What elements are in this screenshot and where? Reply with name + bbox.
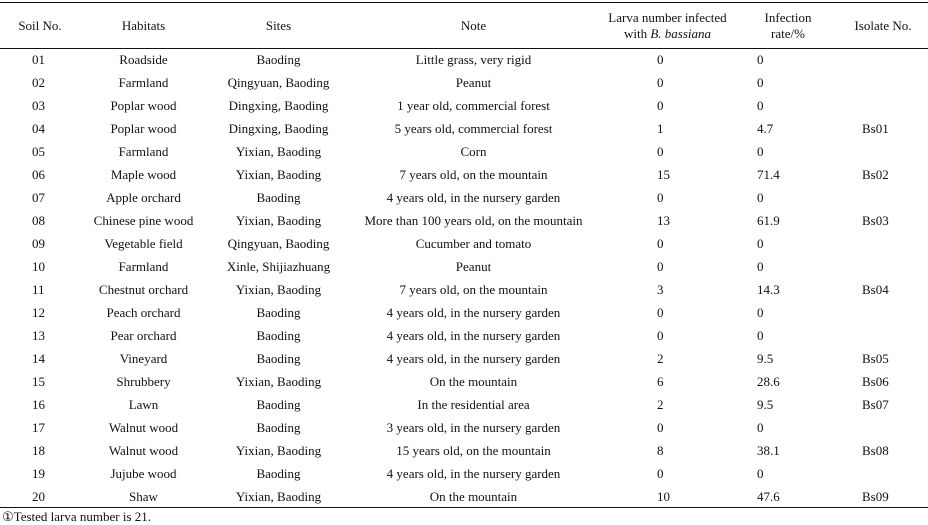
cell-soil-no: 07 (32, 190, 45, 205)
table-row (0, 94, 928, 117)
cell-habitat: Shrubbery (116, 374, 171, 389)
header-sites: Sites (265, 17, 292, 33)
cell-isolate-no: Bs06 (862, 374, 889, 389)
cell-note: Cucumber and tomato (415, 236, 532, 251)
cell-site: Yixian, Baoding (235, 167, 322, 182)
cell-site: Yixian, Baoding (235, 213, 322, 228)
cell-isolate-no: Bs07 (862, 397, 889, 412)
cell-larva-number: 3 (657, 282, 664, 297)
cell-site: Yixian, Baoding (235, 374, 322, 389)
cell-isolate-no (838, 416, 928, 439)
cell-note: 15 years old, on the mountain (396, 443, 551, 458)
table-body (0, 48, 928, 508)
table-row (0, 209, 928, 232)
cell-isolate-no (838, 324, 928, 347)
cell-habitat: Shaw (129, 489, 158, 504)
cell-soil-no: 13 (32, 328, 45, 343)
cell-infection-rate: 71.4 (757, 167, 780, 182)
cell-infection-rate: 47.6 (757, 489, 780, 504)
cell-note: 4 years old, in the nursery garden (386, 328, 561, 343)
table-footnote: ①Tested larva number is 21. (2, 509, 152, 524)
header-larva-number (597, 3, 738, 48)
cell-habitat: Maple wood (110, 167, 177, 182)
cell-isolate-no (838, 232, 928, 255)
cell-larva-number: 0 (657, 52, 664, 67)
cell-isolate-no: Bs02 (862, 167, 889, 182)
cell-soil-no: 01 (32, 52, 45, 67)
cell-soil-no: 15 (32, 374, 45, 389)
cell-site: Yixian, Baoding (235, 282, 322, 297)
cell-habitat: Chestnut orchard (98, 282, 189, 297)
cell-note: 4 years old, in the nursery garden (386, 351, 561, 366)
header-larva-species: B. bassiana (650, 25, 712, 41)
cell-habitat: Apple orchard (106, 190, 181, 205)
cell-isolate-no (838, 94, 928, 117)
cell-infection-rate: 0 (757, 420, 764, 435)
cell-infection-rate: 9.5 (757, 351, 774, 366)
cell-larva-number: 0 (657, 98, 664, 113)
cell-habitat: Farmland (118, 144, 169, 159)
cell-note: On the mountain (429, 489, 518, 504)
header-larva-prefix: with (623, 25, 651, 41)
header-larva-line1: Larva number infected (608, 9, 727, 25)
cell-infection-rate: 28.6 (757, 374, 780, 389)
cell-isolate-no: Bs01 (862, 121, 889, 136)
table-row (0, 71, 928, 94)
table-row (0, 439, 928, 462)
cell-site: Yixian, Baoding (235, 443, 322, 458)
cell-larva-number: 10 (657, 489, 670, 504)
table-row (0, 255, 928, 278)
table-row (0, 462, 928, 485)
cell-note: Peanut (455, 259, 492, 274)
cell-infection-rate: 0 (757, 305, 764, 320)
table-row (0, 485, 928, 508)
cell-site: Dingxing, Baoding (228, 121, 329, 136)
cell-site: Dingxing, Baoding (228, 98, 329, 113)
cell-isolate-no: Bs09 (862, 489, 889, 504)
header-isolate-no: Isolate No. (854, 17, 912, 33)
cell-habitat: Walnut wood (108, 420, 179, 435)
header-habitats: Habitats (121, 17, 166, 33)
cell-site: Baoding (256, 420, 301, 435)
cell-habitat: Peach orchard (106, 305, 181, 320)
cell-site: Qingyuan, Baoding (227, 75, 330, 90)
cell-note: More than 100 years old, on the mountain (364, 213, 583, 228)
cell-habitat: Roadside (119, 52, 168, 67)
cell-note: In the residential area (417, 397, 530, 412)
table-row (0, 301, 928, 324)
table-row (0, 163, 928, 186)
cell-note: Little grass, very rigid (415, 52, 532, 67)
cell-infection-rate: 14.3 (757, 282, 780, 297)
cell-soil-no: 03 (32, 98, 45, 113)
table-row (0, 186, 928, 209)
cell-larva-number: 6 (657, 374, 664, 389)
cell-infection-rate: 0 (757, 144, 764, 159)
header-infection-rate (738, 3, 838, 48)
cell-larva-number: 2 (657, 397, 664, 412)
cell-soil-no: 06 (32, 167, 45, 182)
cell-isolate-no (838, 186, 928, 209)
cell-note: 3 years old, in the nursery garden (386, 420, 561, 435)
cell-larva-number: 0 (657, 466, 664, 481)
table-row (0, 278, 928, 301)
cell-infection-rate: 0 (757, 259, 764, 274)
table-header-row (0, 3, 928, 48)
table-row (0, 232, 928, 255)
cell-larva-number: 0 (657, 259, 664, 274)
cell-soil-no: 17 (32, 420, 45, 435)
cell-site: Yixian, Baoding (235, 489, 322, 504)
cell-isolate-no (838, 301, 928, 324)
cell-habitat: Farmland (118, 75, 169, 90)
cell-infection-rate: 0 (757, 75, 764, 90)
cell-isolate-no (838, 71, 928, 94)
cell-note: On the mountain (429, 374, 518, 389)
cell-isolate-no (838, 140, 928, 163)
cell-note: Corn (460, 144, 487, 159)
cell-soil-no: 02 (32, 75, 45, 90)
cell-infection-rate: 4.7 (757, 121, 774, 136)
cell-site: Baoding (256, 328, 301, 343)
cell-soil-no: 12 (32, 305, 45, 320)
cell-note: 7 years old, on the mountain (399, 282, 548, 297)
cell-soil-no: 04 (32, 121, 45, 136)
cell-larva-number: 0 (657, 75, 664, 90)
cell-note: 1 year old, commercial forest (397, 98, 550, 113)
cell-habitat: Pear orchard (110, 328, 177, 343)
table-row (0, 48, 928, 71)
cell-note: 5 years old, commercial forest (394, 121, 553, 136)
table-row (0, 324, 928, 347)
table-row (0, 347, 928, 370)
cell-note: 4 years old, in the nursery garden (386, 305, 561, 320)
cell-larva-number: 0 (657, 328, 664, 343)
cell-larva-number: 15 (657, 167, 670, 182)
cell-soil-no: 10 (32, 259, 45, 274)
cell-infection-rate: 0 (757, 52, 764, 67)
cell-larva-number: 8 (657, 443, 664, 458)
cell-habitat: Poplar wood (110, 121, 177, 136)
cell-infection-rate: 0 (757, 466, 764, 481)
cell-site: Baoding (256, 190, 301, 205)
cell-habitat: Vineyard (119, 351, 168, 366)
cell-isolate-no (838, 48, 928, 71)
cell-soil-no: 11 (32, 282, 45, 297)
table-row (0, 370, 928, 393)
cell-larva-number: 0 (657, 144, 664, 159)
table-row (0, 416, 928, 439)
table-row (0, 117, 928, 140)
cell-site: Baoding (256, 52, 301, 67)
header-rate-line2: rate/% (771, 25, 805, 41)
cell-soil-no: 05 (32, 144, 45, 159)
cell-habitat: Poplar wood (110, 98, 177, 113)
cell-soil-no: 16 (32, 397, 45, 412)
cell-habitat: Vegetable field (104, 236, 183, 251)
table-row (0, 140, 928, 163)
cell-isolate-no (838, 462, 928, 485)
cell-site: Yixian, Baoding (235, 144, 322, 159)
cell-habitat: Chinese pine wood (93, 213, 194, 228)
table-row (0, 393, 928, 416)
cell-note: 4 years old, in the nursery garden (386, 466, 561, 481)
cell-larva-number: 0 (657, 420, 664, 435)
cell-site: Baoding (256, 466, 301, 481)
cell-infection-rate: 0 (757, 236, 764, 251)
cell-soil-no: 19 (32, 466, 45, 481)
header-rate-line1: Infection (764, 9, 812, 25)
cell-isolate-no: Bs08 (862, 443, 889, 458)
cell-habitat: Jujube wood (110, 466, 177, 481)
cell-site: Xinle, Shijiazhuang (226, 259, 331, 274)
cell-note: 4 years old, in the nursery garden (386, 190, 561, 205)
cell-site: Baoding (256, 351, 301, 366)
cell-infection-rate: 0 (757, 190, 764, 205)
cell-larva-number: 0 (657, 190, 664, 205)
header-soil-no: Soil No. (18, 17, 62, 33)
cell-soil-no: 09 (32, 236, 45, 251)
cell-infection-rate: 9.5 (757, 397, 774, 412)
cell-isolate-no (838, 255, 928, 278)
cell-soil-no: 08 (32, 213, 45, 228)
cell-infection-rate: 0 (757, 328, 764, 343)
cell-note: 7 years old, on the mountain (399, 167, 548, 182)
cell-larva-number: 2 (657, 351, 664, 366)
cell-isolate-no: Bs05 (862, 351, 889, 366)
cell-isolate-no: Bs04 (862, 282, 889, 297)
cell-isolate-no: Bs03 (862, 213, 889, 228)
soil-sample-table (0, 3, 928, 508)
cell-infection-rate: 38.1 (757, 443, 780, 458)
cell-larva-number: 0 (657, 236, 664, 251)
cell-larva-number: 0 (657, 305, 664, 320)
cell-habitat: Lawn (128, 397, 159, 412)
cell-infection-rate: 61.9 (757, 213, 780, 228)
cell-infection-rate: 0 (757, 98, 764, 113)
cell-habitat: Farmland (118, 259, 169, 274)
cell-habitat: Walnut wood (108, 443, 179, 458)
cell-note: Peanut (455, 75, 492, 90)
cell-larva-number: 13 (657, 213, 670, 228)
cell-site: Baoding (256, 305, 301, 320)
cell-site: Qingyuan, Baoding (227, 236, 330, 251)
header-note: Note (460, 17, 487, 33)
cell-soil-no: 14 (32, 351, 45, 366)
cell-site: Baoding (256, 397, 301, 412)
cell-soil-no: 18 (32, 443, 45, 458)
cell-soil-no: 20 (32, 489, 45, 504)
cell-larva-number: 1 (657, 121, 664, 136)
